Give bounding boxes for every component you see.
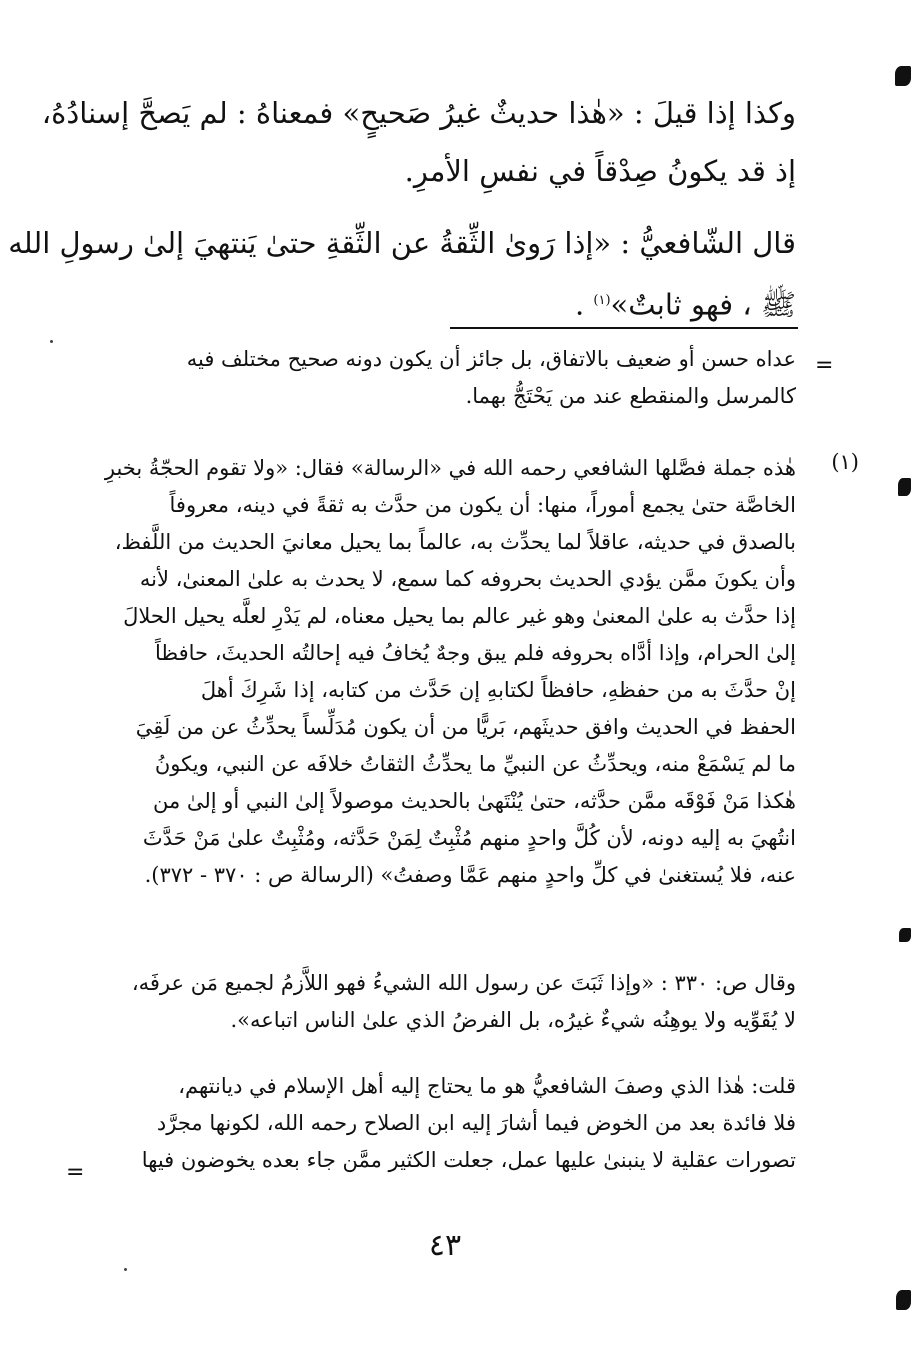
text-line: ﷺ ، فهو ثابتٌ»$^{(١)}$ . (574, 287, 796, 322)
scan-edge-mark (895, 66, 911, 86)
text-line: انتُهيَ به إليه دونه، لأن كُلَّ واحدٍ منهم مُثْبِتٌ لِمَنْ حَدَّثه، ومُثْبِتٌ علىٰ مَنْ حَدَّثَ (142, 826, 796, 850)
text-line: بالصدق في حديثه، عاقلاً لما يحدِّث به، عالماً بما يحيل معانيَ الحديث من اللَّفظ، (114, 530, 796, 554)
main-paragraph-2 (8, 214, 796, 330)
text-line: عنه، فلا يُستغنىٰ في كلِّ واحدٍ منهم عَمَّا وصفتُ» (الرسالة ص : ٣٧٠ - ٣٧٢). (144, 863, 796, 887)
footnote-continued (96, 341, 796, 415)
text-line: كالمرسل والمنقطع عند من يَحْتَجُّ بهما. (465, 384, 796, 408)
footnote-1-paragraph-3 (96, 1068, 796, 1179)
text-line: الخاصَّة حتىٰ يجمع أموراً، منها: أن يكون من حدَّث به ثقةً في دينه، معروفاً (169, 493, 796, 517)
text-line: وكذا إذا قيلَ : «هٰذا حديثٌ غيرُ صَحيحٍ» فمعناهُ : لم يَصحَّ إسنادُهُ، (41, 96, 796, 130)
footnote-reference: (١) (593, 293, 611, 308)
text-line: إذا حدَّث به علىٰ المعنىٰ وهو غير عالم بما يحيل معناه، لم يَدْرِ لعلَّه يحيل الحلالَ (123, 604, 796, 628)
footnote-1-marker: (١) (831, 450, 859, 474)
text-line: قال الشّافعيُّ : «إذا رَوىٰ الثِّقةُ عن الثِّقةِ حتىٰ يَنتهيَ إلىٰ رسولِ الله (8, 226, 796, 260)
continuation-mark: = (815, 353, 834, 378)
text-line: تصورات عقلية لا ينبنىٰ عليها عمل، جعلت الكثير ممَّن جاء بعده يخوضون فيها (141, 1148, 796, 1172)
text-line: لا يُقَوِّيه ولا يوهِنُه شيءٌ غيرُه، بل الفرضُ الذي علىٰ الناس اتباعه». (230, 1008, 796, 1032)
continues-mark: = (66, 1160, 85, 1185)
page-number: ٤٣ (428, 1228, 462, 1263)
text-line: ما لم يَسْمَعْ منه، ويحدِّثُ عن النبيِّ ما يحدِّثُ الثقاتُ خلافَه عن النبي، ويكونُ (154, 752, 796, 776)
scan-edge-mark (899, 928, 911, 942)
scan-speck (50, 340, 53, 343)
footnote-separator (450, 327, 798, 329)
scan-speck (124, 1268, 127, 1271)
footnote-1 (96, 450, 796, 894)
text-line: وقال ص: ٣٣٠ : «وإذا ثَبَتَ عن رسول الله الشيءُ فهو اللاَّزمُ لجميع مَن عرفَه، (131, 971, 796, 995)
text-line: إذ قد يكونُ صِدْقاً في نفسِ الأمرِ. (404, 154, 796, 188)
main-paragraph-1 (41, 84, 796, 200)
text-line: فلا فائدة بعد من الخوض فيما أشارَ إليه ابن الصلاح رحمه الله، لكونها مجرَّد (156, 1111, 796, 1135)
scan-edge-mark (898, 478, 911, 496)
text-line: إلىٰ الحرام، وإذا أدَّاه بحروفه فلم يبق وجهٌ يُخافُ فيه إحالتُه الحديثَ، حافظاً (155, 641, 796, 665)
text-line: قلت: هٰذا الذي وصفَ الشافعيُّ هو ما يحتاج إليه أهل الإسلام في ديانتهم، (178, 1074, 796, 1098)
text-line: هٰذه جملة فصَّلها الشافعي رحمه الله في «الرسالة» فقال: «ولا تقوم الحجّةُ بخبرِ (104, 456, 796, 480)
scan-edge-mark (896, 1290, 911, 1310)
text-segment: ﷺ ، فهو ثابتٌ» (610, 287, 796, 322)
text-line: وأن يكونَ ممَّن يؤدي الحديث بحروفه كما سمع، لا يحدث به علىٰ المعنىٰ، لأنه (139, 567, 796, 591)
text-line: إنْ حدَّثَ به من حفظهِ، حافظاً لكتابهِ إن حَدَّث من كتابه، إذا شَرِكَ أهلَ (200, 678, 796, 702)
footnote-1-paragraph-2 (96, 965, 796, 1039)
text-line: الحفظ في الحديث وافق حديثَهم، بَريًّا من أن يكون مُدَلِّساً يحدِّثُ عن من لَقِيَ (135, 715, 796, 739)
text-line: هٰكذا مَنْ فَوْقَه ممَّن حدَّثه، حتىٰ يُنْتَهىٰ بالحديث موصولاً إلىٰ النبي أو إلىٰ من (152, 789, 796, 813)
text-line: عداه حسن أو ضعيف بالاتفاق، بل جائز أن يكون دونه صحيح مختلف فيه (186, 347, 796, 371)
